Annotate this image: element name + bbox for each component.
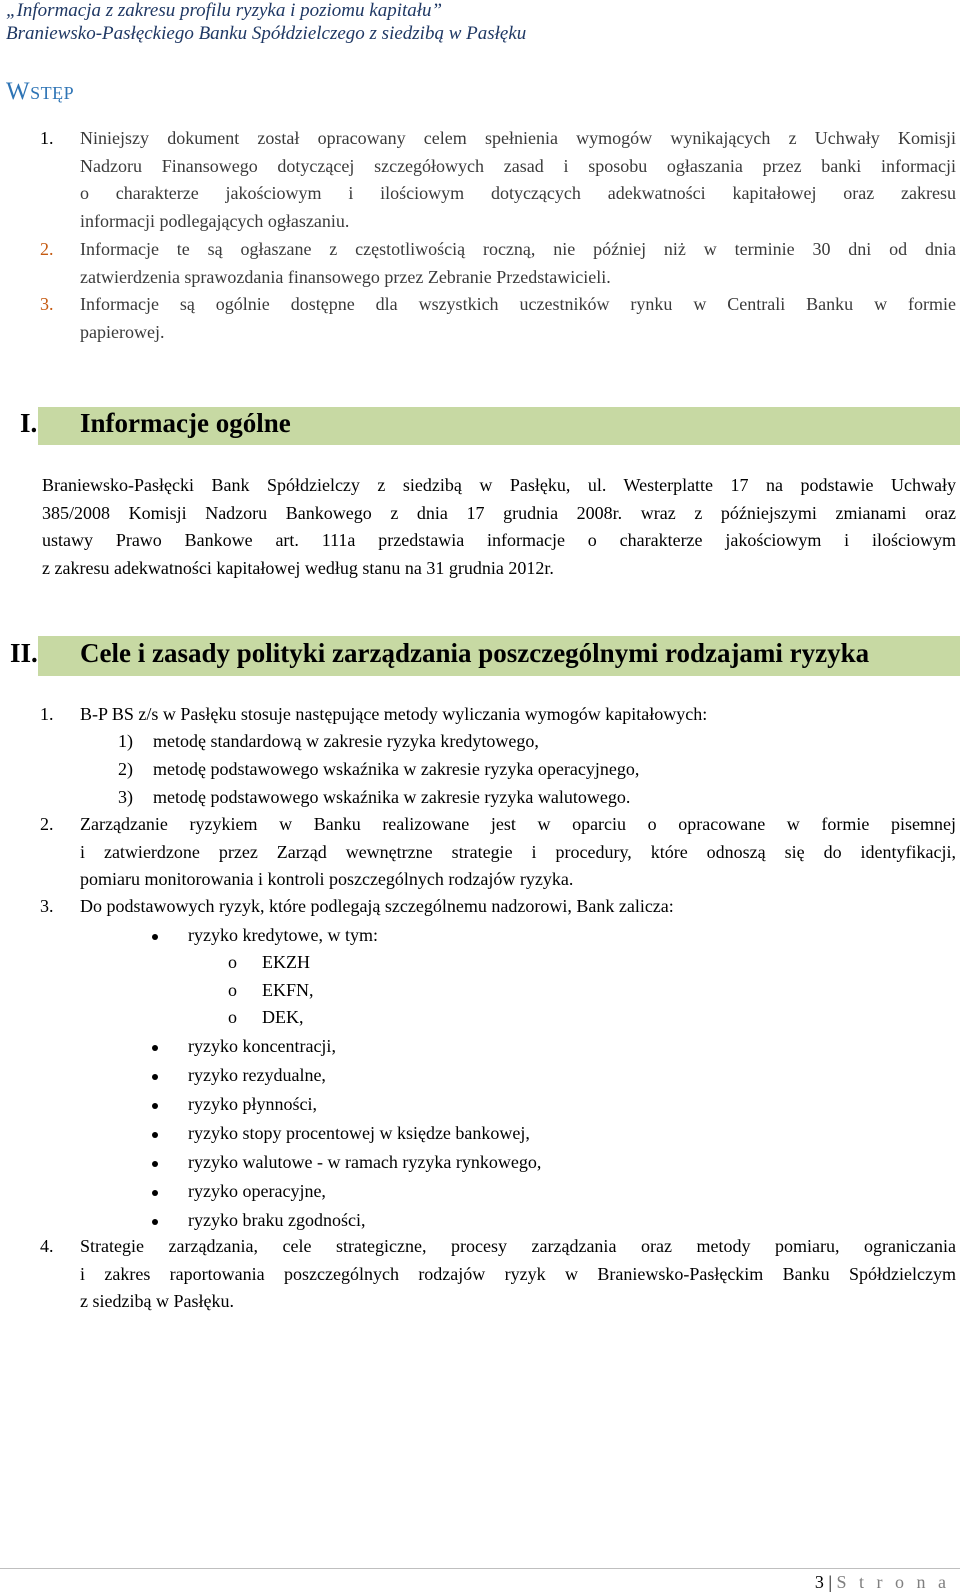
footer-separator: | <box>828 1572 832 1592</box>
risk-item: ryzyko płynności, <box>188 1094 317 1114</box>
section-1-line: 385/2008 Komisji Nadzoru Bankowego z dnia 17 grudnia 2008r. wraz z późniejszymi zmianami oraz <box>42 502 956 523</box>
intro-item-1-line: informacji podlegających ogłaszaniu. <box>80 210 350 231</box>
credit-sub-risk: EKFN, <box>262 980 314 1000</box>
bullet-icon <box>152 1219 158 1225</box>
bullet-icon <box>152 1190 158 1196</box>
intro-item-3-line: papierowej. <box>80 321 165 342</box>
s2-item-1-sub-text: metodę podstawowego wskaźnika w zakresie ryzyka operacyjnego, <box>153 759 640 779</box>
risk-item: ryzyko braku zgodności, <box>188 1210 366 1230</box>
intro-item-1-text <box>80 125 956 235</box>
s2-item-2-text <box>80 811 956 894</box>
s2-item-1-sub-text: metodę standardową w zakresie ryzyka kredytowego, <box>153 731 539 751</box>
section-1-paragraph <box>42 472 956 582</box>
s2-item-1-sub-text: metodę podstawowego wskaźnika w zakresie ryzyka walutowego. <box>153 787 631 807</box>
intro-item-2-line: zatwierdzenia sprawozdania finansowego przez Zebranie Przedstawicieli. <box>80 266 611 287</box>
s2-item-1-sub-number: 1) <box>118 731 133 751</box>
intro-heading: Wstęp <box>6 78 75 105</box>
intro-item-1-line: o charakterze jakościowym i ilościowym dotyczących adekwatności kapitałowej oraz zakresu <box>80 183 956 204</box>
credit-sub-risk: EKZH <box>262 952 310 972</box>
intro-item-1-number: 1. <box>40 128 54 148</box>
section-2-number: II. <box>10 638 38 668</box>
page-footer <box>815 1572 950 1593</box>
footer-label: S t r o n a <box>836 1572 950 1592</box>
document-header-bank: Braniewsko-Pasłęckiego Banku Spółdzielczego z siedzibą w Pasłęku <box>6 23 527 44</box>
bullet-icon <box>152 1045 158 1051</box>
risk-item: ryzyko koncentracji, <box>188 1036 336 1056</box>
circle-bullet-icon: o <box>228 952 237 972</box>
risk-item: ryzyko rezydualne, <box>188 1065 326 1085</box>
s2-item-4-line: Strategie zarządzania, cele strategiczne, procesy zarządzania oraz metody pomiaru, ograniczania <box>80 1236 956 1256</box>
intro-item-3-number: 3. <box>40 294 54 314</box>
s2-item-4-text <box>80 1233 956 1316</box>
risk-item: ryzyko kredytowe, w tym: <box>188 925 378 945</box>
s2-item-1-number: 1. <box>40 704 54 724</box>
bullet-icon <box>152 934 158 940</box>
section-1-number: I. <box>20 408 38 438</box>
risk-item: ryzyko walutowe - w ramach ryzyka rynkowego, <box>188 1152 542 1172</box>
credit-sub-risk: DEK, <box>262 1007 304 1027</box>
risk-item: ryzyko stopy procentowej w księdze bankowej, <box>188 1123 530 1143</box>
section-1-line: z zakresu adekwatności kapitałowej według stanu na 31 grudnia 2012r. <box>42 557 554 578</box>
intro-item-1-line: Niniejszy dokument został opracowany celem spełnienia wymogów wynikających z Uchwały Komisji <box>80 128 956 148</box>
s2-item-3-number: 3. <box>40 896 54 916</box>
s2-item-1-text: B-P BS z/s w Pasłęku stosuje następujące metody wyliczania wymogów kapitałowych: <box>80 704 708 724</box>
risk-item: ryzyko operacyjne, <box>188 1181 326 1201</box>
s2-item-2-line: i zatwierdzone przez Zarząd wewnętrzne strategie i procedury, które odnoszą się do identyfikacji, <box>80 841 956 862</box>
s2-item-4-line: i zakres raportowania poszczególnych rodzajów ryzyk w Braniewsko-Pasłęckim Banku Spółdzielczym <box>80 1263 956 1284</box>
bullet-icon <box>152 1103 158 1109</box>
bullet-icon <box>152 1132 158 1138</box>
intro-item-2-text <box>80 236 956 291</box>
s2-item-2-line: pomiaru monitorowania i kontroli poszczególnych rodzajów ryzyka. <box>80 869 574 890</box>
s2-item-4-number: 4. <box>40 1236 54 1256</box>
bullet-icon <box>152 1161 158 1167</box>
s2-item-1-sub-number: 3) <box>118 787 133 807</box>
section-1-line: Braniewsko-Pasłęcki Bank Spółdzielczy z siedzibą w Pasłęku, ul. Westerplatte 17 na podstawie Uchwały <box>42 475 956 495</box>
page-number: 3 <box>814 1572 824 1592</box>
intro-item-3-line: Informacje są ogólnie dostępne dla wszystkich uczestników rynku w Centrali Banku w formie <box>80 294 956 314</box>
s2-item-2-line: Zarządzanie ryzykiem w Banku realizowane jest w oparciu o opracowane w formie pisemnej <box>80 814 956 834</box>
intro-item-2-line: Informacje te są ogłaszane z częstotliwością roczną, nie później niż w terminie 30 dni od dnia <box>80 239 956 259</box>
circle-bullet-icon: o <box>228 980 237 1000</box>
footer-divider <box>0 1568 960 1569</box>
s2-item-2-number: 2. <box>40 814 54 834</box>
section-1-line: ustawy Prawo Bankowe art. 111a przedstawia informacje o charakterze jakościowym i ilościowym <box>42 530 956 551</box>
s2-item-4-line: z siedzibą w Pasłęku. <box>80 1291 234 1312</box>
section-2-title: Cele i zasady polityki zarządzania poszczególnymi rodzajami ryzyka <box>80 638 870 668</box>
intro-item-3-text <box>80 291 956 346</box>
section-1-title: Informacje ogólne <box>80 408 291 438</box>
intro-item-2-number: 2. <box>40 239 54 259</box>
s2-item-1-sub-number: 2) <box>118 759 133 779</box>
s2-item-3-text: Do podstawowych ryzyk, które podlegają szczególnemu nadzorowi, Bank zalicza: <box>80 896 674 916</box>
circle-bullet-icon: o <box>228 1007 237 1027</box>
intro-item-1-line: Nadzoru Finansowego dotyczącej szczegółowych zasad i sposobu ogłaszania przez banki informacji <box>80 155 956 176</box>
document-header-title: „Informacja z zakresu profilu ryzyka i poziomu kapitału” <box>6 0 443 21</box>
bullet-icon <box>152 1074 158 1080</box>
